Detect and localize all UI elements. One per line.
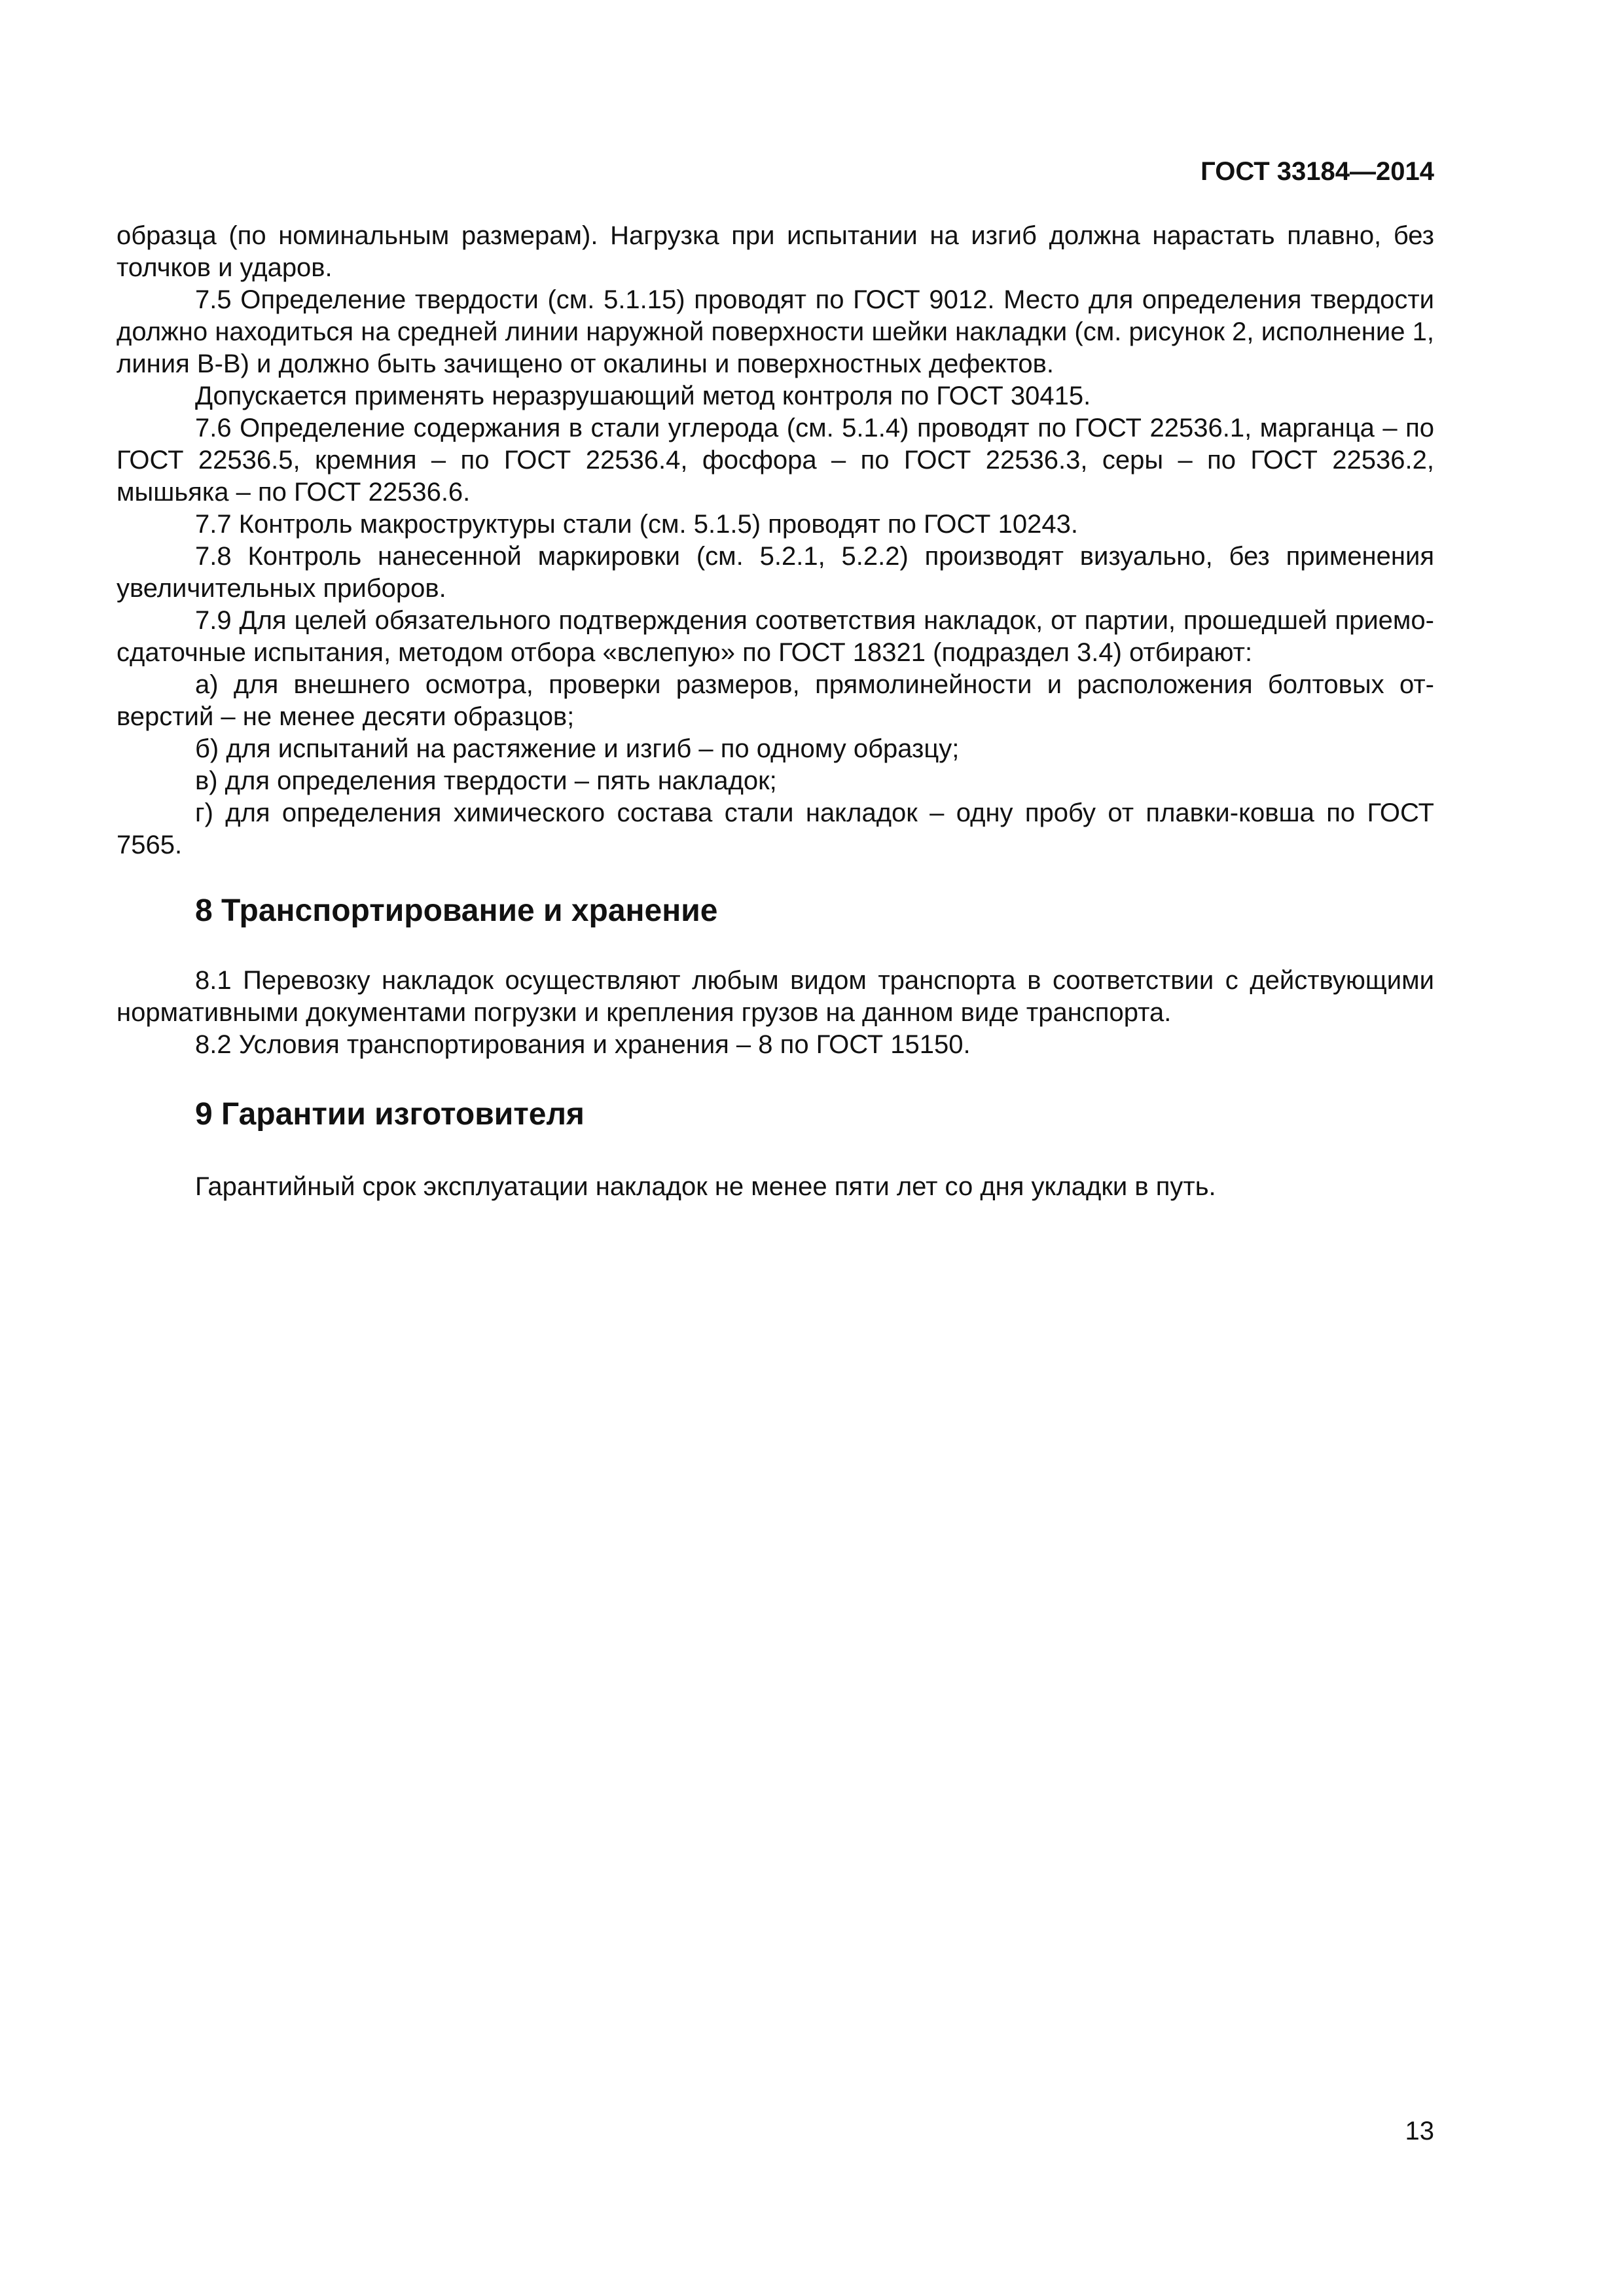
paragraph-8-1: 8.1 Перевозку накладок осуществляют любым видом транспорта в соответствии с действующими нормативными документами погрузки и крепления грузов на данном виде транспорта. xyxy=(117,966,1434,1027)
list-item-g: г) для определения химического состава стали накладок – одну пробу от плавки-ковша по ГОСТ 7565. xyxy=(117,798,1434,859)
page-number: 13 xyxy=(1405,2117,1434,2145)
section-8-heading: 8 Транспортирование и хранение xyxy=(195,893,718,928)
paragraph-7-6: 7.6 Определение содержания в стали углерода (см. 5.1.4) проводят по ГОСТ 22536.1, марганца – по ГОСТ 22536.5, кремния – по ГОСТ 22536.4, фосфора – по ГОСТ 22536.3, серы – по ГОСТ 22536.2, мышьяка – по ГОСТ 22536.6. xyxy=(117,414,1434,507)
paragraph-7-8: 7.8 Контроль нанесенной маркировки (см. 5.2.1, 5.2.2) производят визуально, без применения увеличительных приборов. xyxy=(117,542,1434,603)
section-9-heading: 9 Гарантии изготовителя xyxy=(195,1097,585,1132)
paragraph-continuation: образца (по номинальным размерам). Нагрузка при испытании на изгиб должна нарастать плавно, без толчков и ударов. xyxy=(117,221,1434,282)
paragraph-7-5: 7.5 Определение твердости (см. 5.1.15) проводят по ГОСТ 9012. Место для определения твердости должно находиться на средней линии наружной поверхности шейки накладки (см. рисунок 2, исполнение 1, линия В-В) и должно быть зачищено от окалины и поверхностных дефектов. xyxy=(117,285,1434,378)
paragraph-9-1: Гарантийный срок эксплуатации накладок не менее пяти лет со дня укладки в путь. xyxy=(195,1172,1216,1201)
document-body xyxy=(117,220,1434,1203)
paragraph-7-7: 7.7 Контроль макроструктуры стали (см. 5.1.5) проводят по ГОСТ 10243. xyxy=(195,510,1078,539)
paragraph-7-9: 7.9 Для целей обязательного подтверждения соответствия накладок, от партии, прошедшей приемо-сдаточные испытания, методом отбора «вслепую» по ГОСТ 18321 (подраздел 3.4) отбирают: xyxy=(117,606,1434,667)
list-item-b: б) для испытаний на растяжение и изгиб – по одному образцу; xyxy=(195,734,960,763)
list-item-v: в) для определения твердости – пять накладок; xyxy=(195,766,777,795)
document-code-header: ГОСТ 33184—2014 xyxy=(1200,157,1434,186)
list-item-a: а) для внешнего осмотра, проверки размеров, прямолинейности и расположения болтовых отверстий – не менее десяти образцов; xyxy=(117,670,1434,731)
paragraph-8-2: 8.2 Условия транспортирования и хранения – 8 по ГОСТ 15150. xyxy=(195,1030,971,1059)
paragraph-7-5-note: Допускается применять неразрушающий метод контроля по ГОСТ 30415. xyxy=(195,382,1091,410)
